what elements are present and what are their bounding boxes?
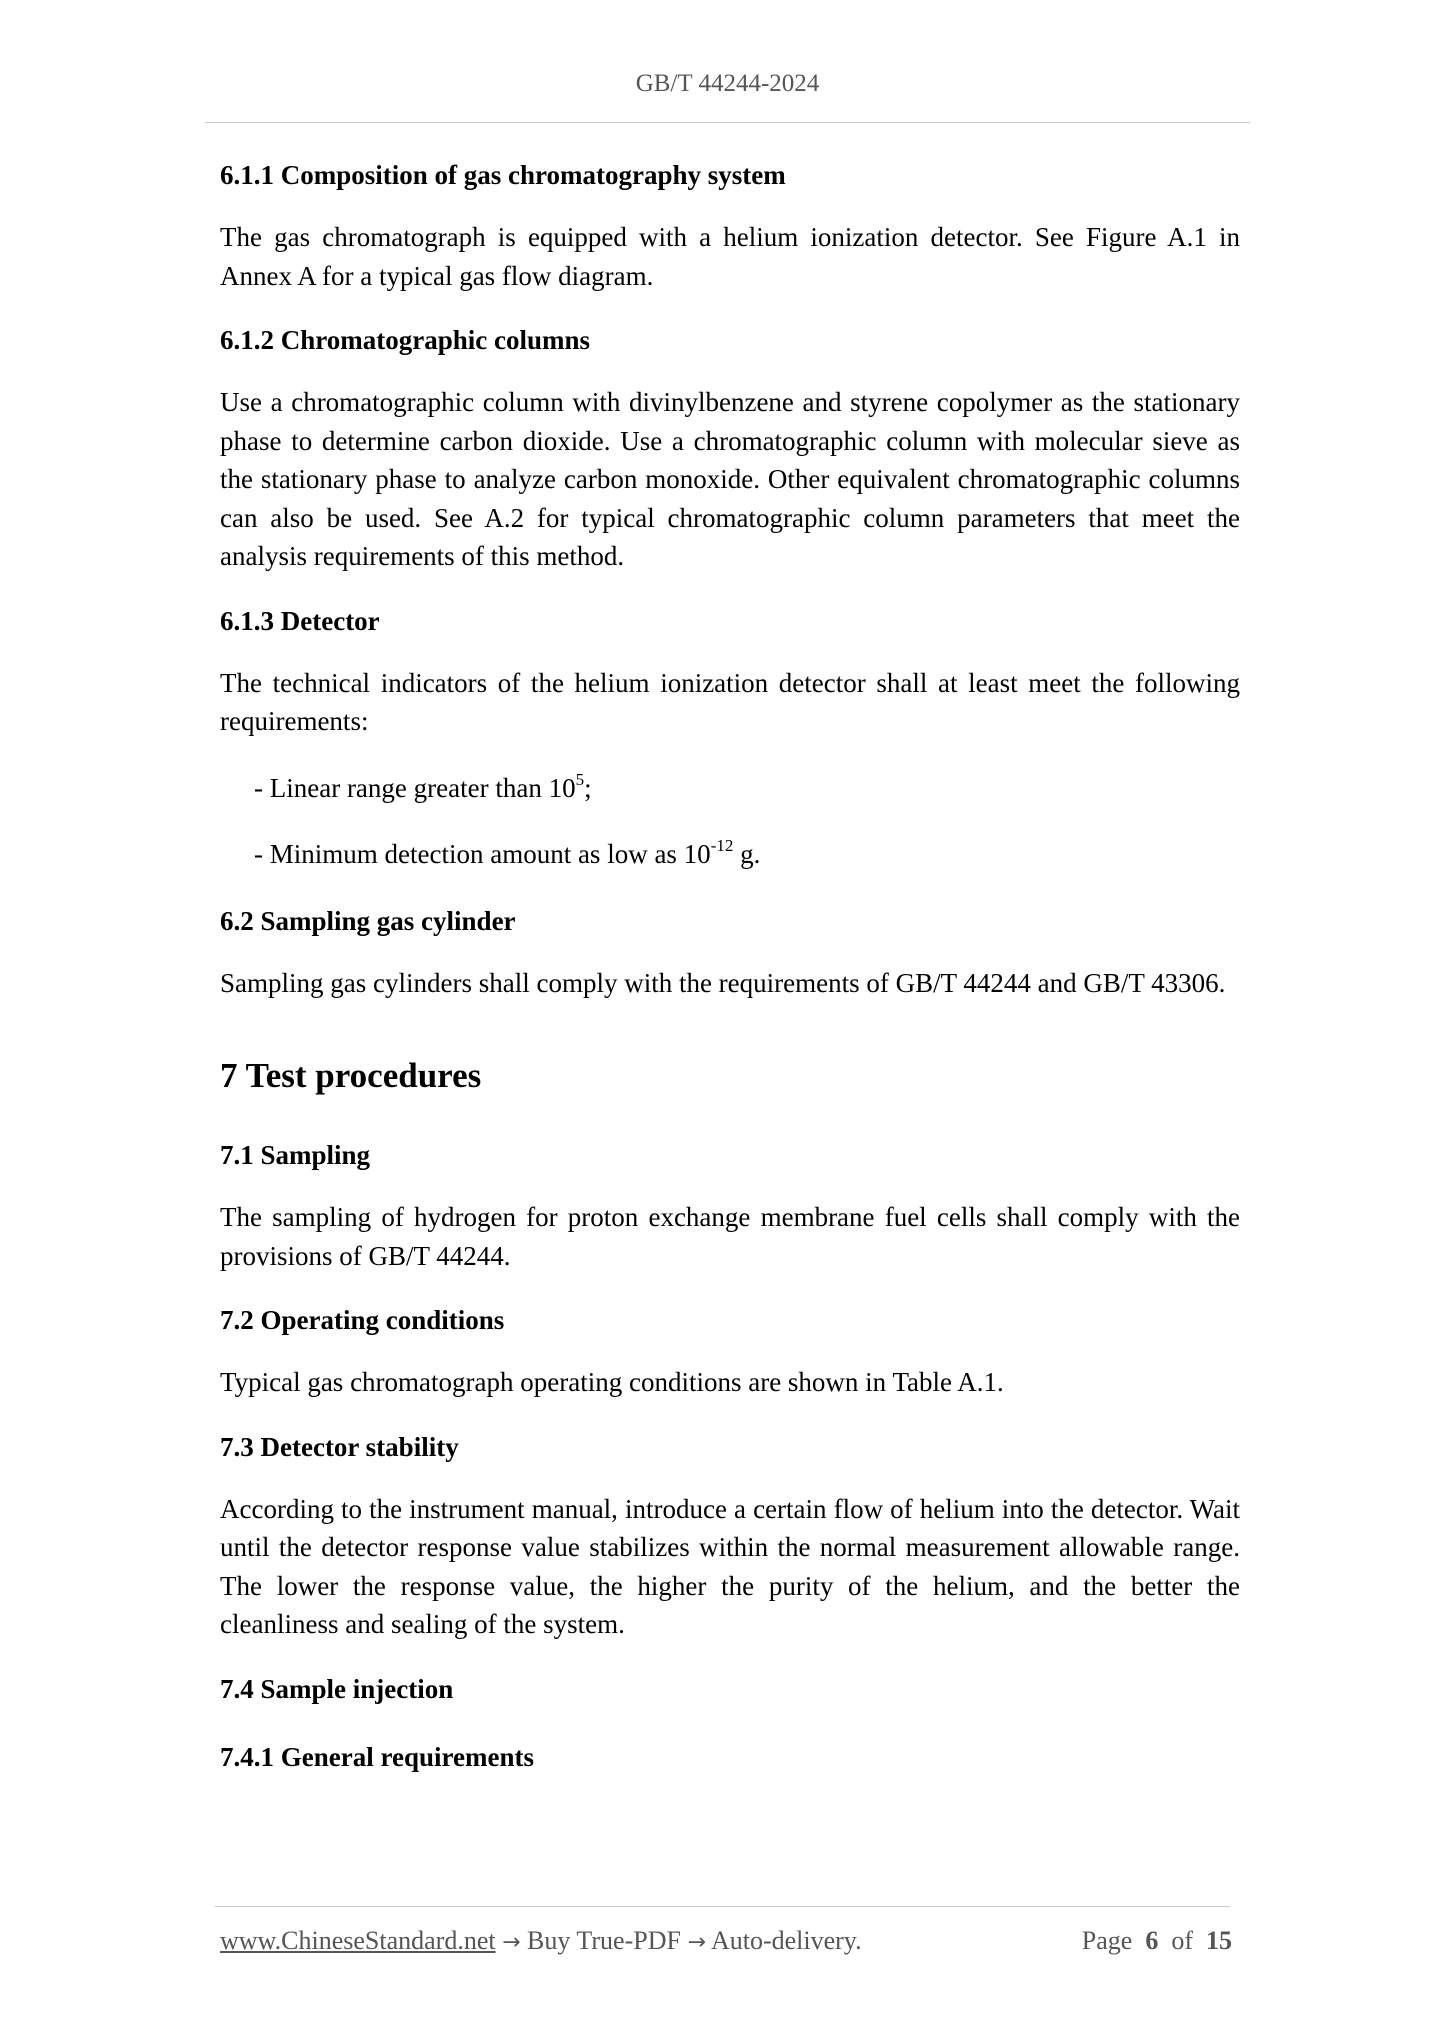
arrow-right-icon: → bbox=[502, 1930, 521, 1955]
paragraph-6-1-3: The technical indicators of the helium ionization detector shall at least meet the following requirements: bbox=[220, 667, 1240, 736]
list-item-linear-range: - Linear range greater than $10^5$; bbox=[254, 769, 592, 803]
auto-delivery-text: Auto-delivery. bbox=[705, 1926, 862, 1955]
paragraph-6-2: Sampling gas cylinders shall comply with the requirements of GB/T 44244 and GB/T 43306. bbox=[220, 967, 1226, 998]
heading-6-1-2: 6.1.2 Chromatographic columns bbox=[220, 325, 591, 355]
heading-7-4: 7.4 Sample injection bbox=[220, 1673, 454, 1704]
heading-7: 7 Test procedures bbox=[220, 1056, 482, 1095]
document-code: GB/T 44244-2024 bbox=[635, 70, 820, 97]
buy-pdf-text: Buy True-PDF bbox=[520, 1926, 688, 1955]
heading-7-4-1: 7.4.1 General requirements bbox=[220, 1741, 534, 1772]
paragraph-7-3: According to the instrument manual, introduce a certain flow of helium into the detector. Wait until the detector response value stabilizes within the normal measurement allowable range. The lower the response value, the higher the purity of the helium, and the better the cleanliness and sealing of the system. bbox=[220, 1493, 1240, 1639]
heading-6-1-1: 6.1.1 Composition of gas chromatography system bbox=[220, 160, 786, 190]
footer-divider bbox=[215, 1906, 1230, 1907]
footer-promo bbox=[220, 1926, 862, 1956]
paragraph-6-1-1: The gas chromatograph is equipped with a helium ionization detector. See Figure A.1 in Annex A for a typical gas flow diagram. bbox=[220, 222, 1240, 291]
paragraph-7-1: The sampling of hydrogen for proton exchange membrane fuel cells shall comply with the provisions of GB/T 44244. bbox=[220, 1202, 1240, 1271]
page-number: Page 6 of 15 bbox=[1081, 1926, 1232, 1955]
heading-7-1: 7.1 Sampling bbox=[220, 1140, 371, 1170]
current-page: 6 bbox=[1145, 1926, 1159, 1955]
arrow-right-icon: → bbox=[687, 1930, 706, 1955]
paragraph-7-2: Typical gas chromatograph operating conditions are shown in Table A.1. bbox=[220, 1367, 1004, 1397]
header-divider bbox=[205, 122, 1250, 123]
document-body bbox=[220, 155, 1240, 1777]
heading-7-3: 7.3 Detector stability bbox=[220, 1431, 459, 1462]
page-footer bbox=[220, 1926, 1232, 1956]
website-link[interactable]: www.ChineseStandard.net bbox=[220, 1926, 496, 1955]
total-pages: 15 bbox=[1206, 1926, 1232, 1955]
page-header bbox=[205, 70, 1250, 98]
heading-6-1-3: 6.1.3 Detector bbox=[220, 605, 380, 636]
heading-7-2: 7.2 Operating conditions bbox=[220, 1305, 505, 1335]
heading-6-2: 6.2 Sampling gas cylinder bbox=[220, 905, 516, 936]
paragraph-6-1-2: Use a chromatographic column with divinylbenzene and styrene copolymer as the stationary phase to determine carbon dioxide. Use a chromatographic column with molecular sieve as the stationary phase to analyze carbon monoxide. Other equivalent chromatographic columns can also be used. See A.2 for typical chromatographic column parameters that meet the analysis requirements of this method. bbox=[220, 387, 1240, 571]
list-item-detection-amount: - Minimum detection amount as low as $10^{-12}$ g. bbox=[254, 836, 761, 869]
